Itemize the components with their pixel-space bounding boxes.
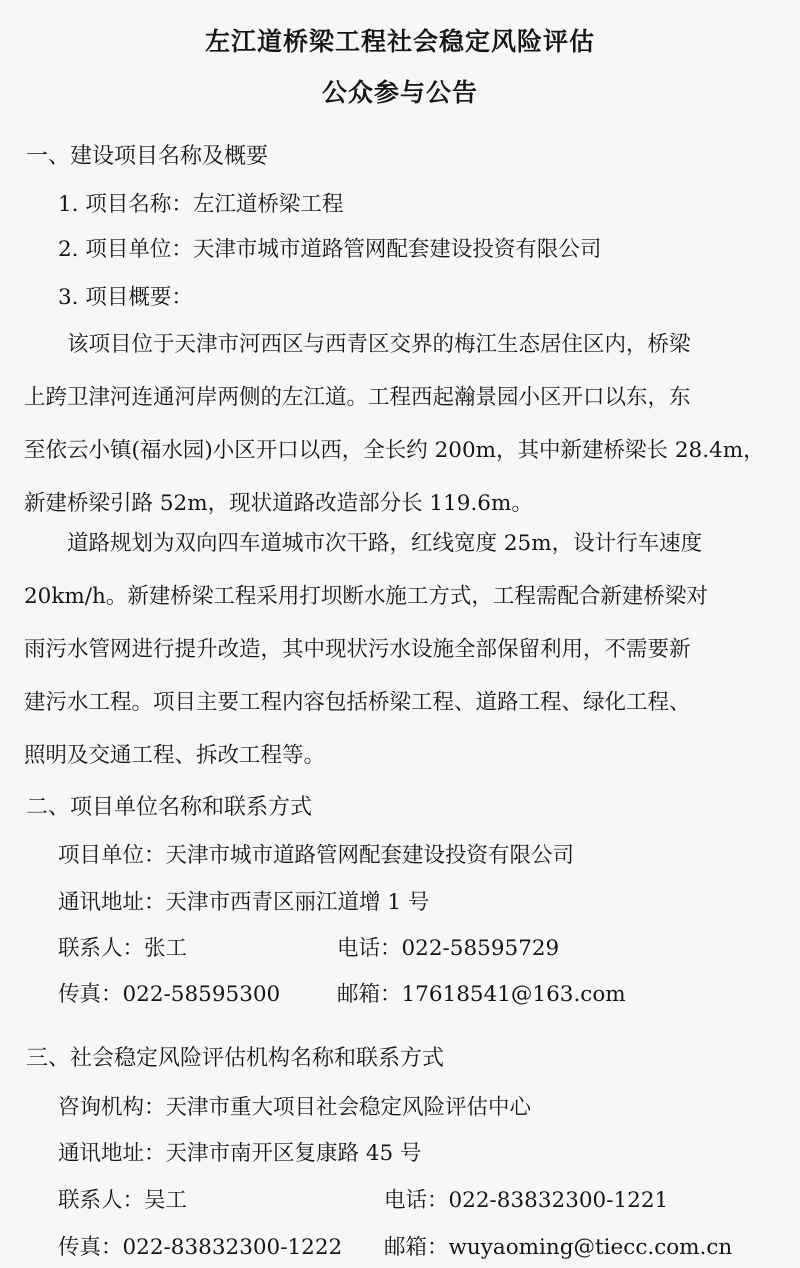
assessment-contact-person: 联系人：吴工 xyxy=(58,1188,188,1213)
section3-heading: 三、社会稳定风险评估机构名称和联系方式 xyxy=(26,1046,445,1071)
summary-paragraph-2 xyxy=(24,524,784,789)
paragraph-line: 雨污水管网进行提升改造，其中现状污水设施全部保留利用，不需要新 xyxy=(24,637,691,662)
paragraph-line: 该项目位于天津市河西区与西青区交界的梅江生态居住区内，桥梁 xyxy=(24,332,691,357)
assessment-org: 咨询机构：天津市重大项目社会稳定风险评估中心 xyxy=(58,1095,532,1120)
contact-address: 通讯地址：天津市西青区丽江道增 1 号 xyxy=(58,890,430,915)
project-unit-item: 2. 项目单位：天津市城市道路管网配套建设投资有限公司 xyxy=(58,237,602,262)
section2-heading: 二、项目单位名称和联系方式 xyxy=(26,795,313,820)
contact-fax: 传真：022-58595300 xyxy=(58,982,281,1007)
paragraph-line: 至依云小镇(福水园)小区开口以西，全长约 200m，其中新建桥梁长 28.4m， xyxy=(24,438,765,463)
assessment-address: 通讯地址：天津市南开区复康路 45 号 xyxy=(58,1141,422,1166)
assessment-email: 邮箱：wuyaoming@tiecc.com.cn xyxy=(384,1235,733,1260)
paragraph-line: 建污水工程。项目主要工程内容包括桥梁工程、道路工程、绿化工程、 xyxy=(24,690,691,715)
contact-phone: 电话：022-58595729 xyxy=(337,936,560,961)
contact-email: 邮箱：17618541@163.com xyxy=(337,982,626,1007)
assessment-phone: 电话：022-83832300-1221 xyxy=(384,1188,669,1213)
paragraph-line: 道路规划为双向四车道城市次干路，红线宽度 25m，设计行车速度 xyxy=(24,531,703,556)
paragraph-line: 20km/h。新建桥梁工程采用打坝断水施工方式，工程需配合新建桥梁对 xyxy=(24,584,708,609)
document-subtitle: 公众参与公告 xyxy=(321,78,478,107)
assessment-fax: 传真：022-83832300-1222 xyxy=(58,1235,343,1260)
section1-heading: 一、建设项目名称及概要 xyxy=(26,144,269,169)
project-summary-item: 3. 项目概要： xyxy=(58,285,193,310)
summary-paragraph-1 xyxy=(24,325,784,537)
paragraph-line: 新建桥梁引路 52m，现状道路改造部分长 119.6m。 xyxy=(24,491,533,516)
project-name-item: 1. 项目名称：左江道桥梁工程 xyxy=(58,192,344,217)
contact-person: 联系人：张工 xyxy=(58,936,188,961)
document-title: 左江道桥梁工程社会稳定风险评估 xyxy=(204,27,595,56)
paragraph-line: 上跨卫津河连通河岸两侧的左江道。工程西起瀚景园小区开口以东，东 xyxy=(24,385,691,410)
contact-unit: 项目单位：天津市城市道路管网配套建设投资有限公司 xyxy=(58,843,575,868)
paragraph-line: 照明及交通工程、拆改工程等。 xyxy=(24,743,326,768)
